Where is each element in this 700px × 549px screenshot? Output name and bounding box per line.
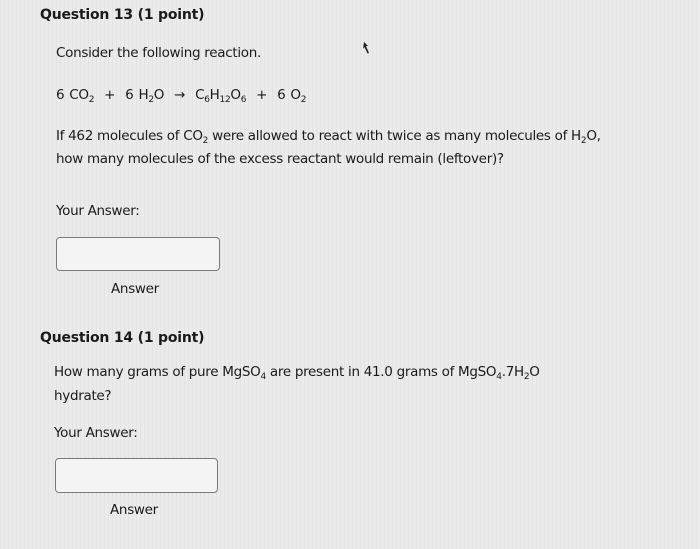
chemical-equation: 6 $CO_2 + 6$ $H_2O \to C_6H_{12}O_6 + 6$ $O_2$ bbox=[56, 87, 307, 105]
question-14-points: (1 point) bbox=[137, 330, 205, 346]
mouse-pointer-icon bbox=[360, 41, 372, 55]
question-13-text-line-2: how many molecules of the excess reactant would remain (leftover)? bbox=[56, 151, 504, 167]
question-13-title bbox=[40, 7, 204, 23]
question-14-number: Question 14 bbox=[40, 330, 133, 346]
question-13-number: Question 13 bbox=[40, 7, 133, 23]
question-14-your-answer-label: Your Answer: bbox=[54, 425, 138, 441]
question-13-answer-button[interactable]: Answer bbox=[111, 281, 159, 297]
question-14-answer-input[interactable] bbox=[55, 458, 218, 493]
question-13-text-line-1: If 462 molecules of $CO_2$ were allowed to react with twice as many molecules of $H_2O$, bbox=[56, 128, 601, 146]
question-14-text-line-2: hydrate? bbox=[54, 388, 112, 404]
question-13-your-answer-label: Your Answer: bbox=[56, 203, 140, 219]
question-13-answer-input[interactable] bbox=[56, 237, 220, 271]
question-13-intro: Consider the following reaction. bbox=[56, 45, 261, 61]
question-14-answer-button[interactable]: Answer bbox=[110, 502, 158, 518]
question-13-points: (1 point) bbox=[137, 7, 205, 23]
question-14-text-line-1: How many grams of pure MgSO$_4$ are present in 41.0 grams of $MgSO_4.7H_2O$ bbox=[54, 364, 540, 382]
question-14-title bbox=[40, 330, 204, 346]
